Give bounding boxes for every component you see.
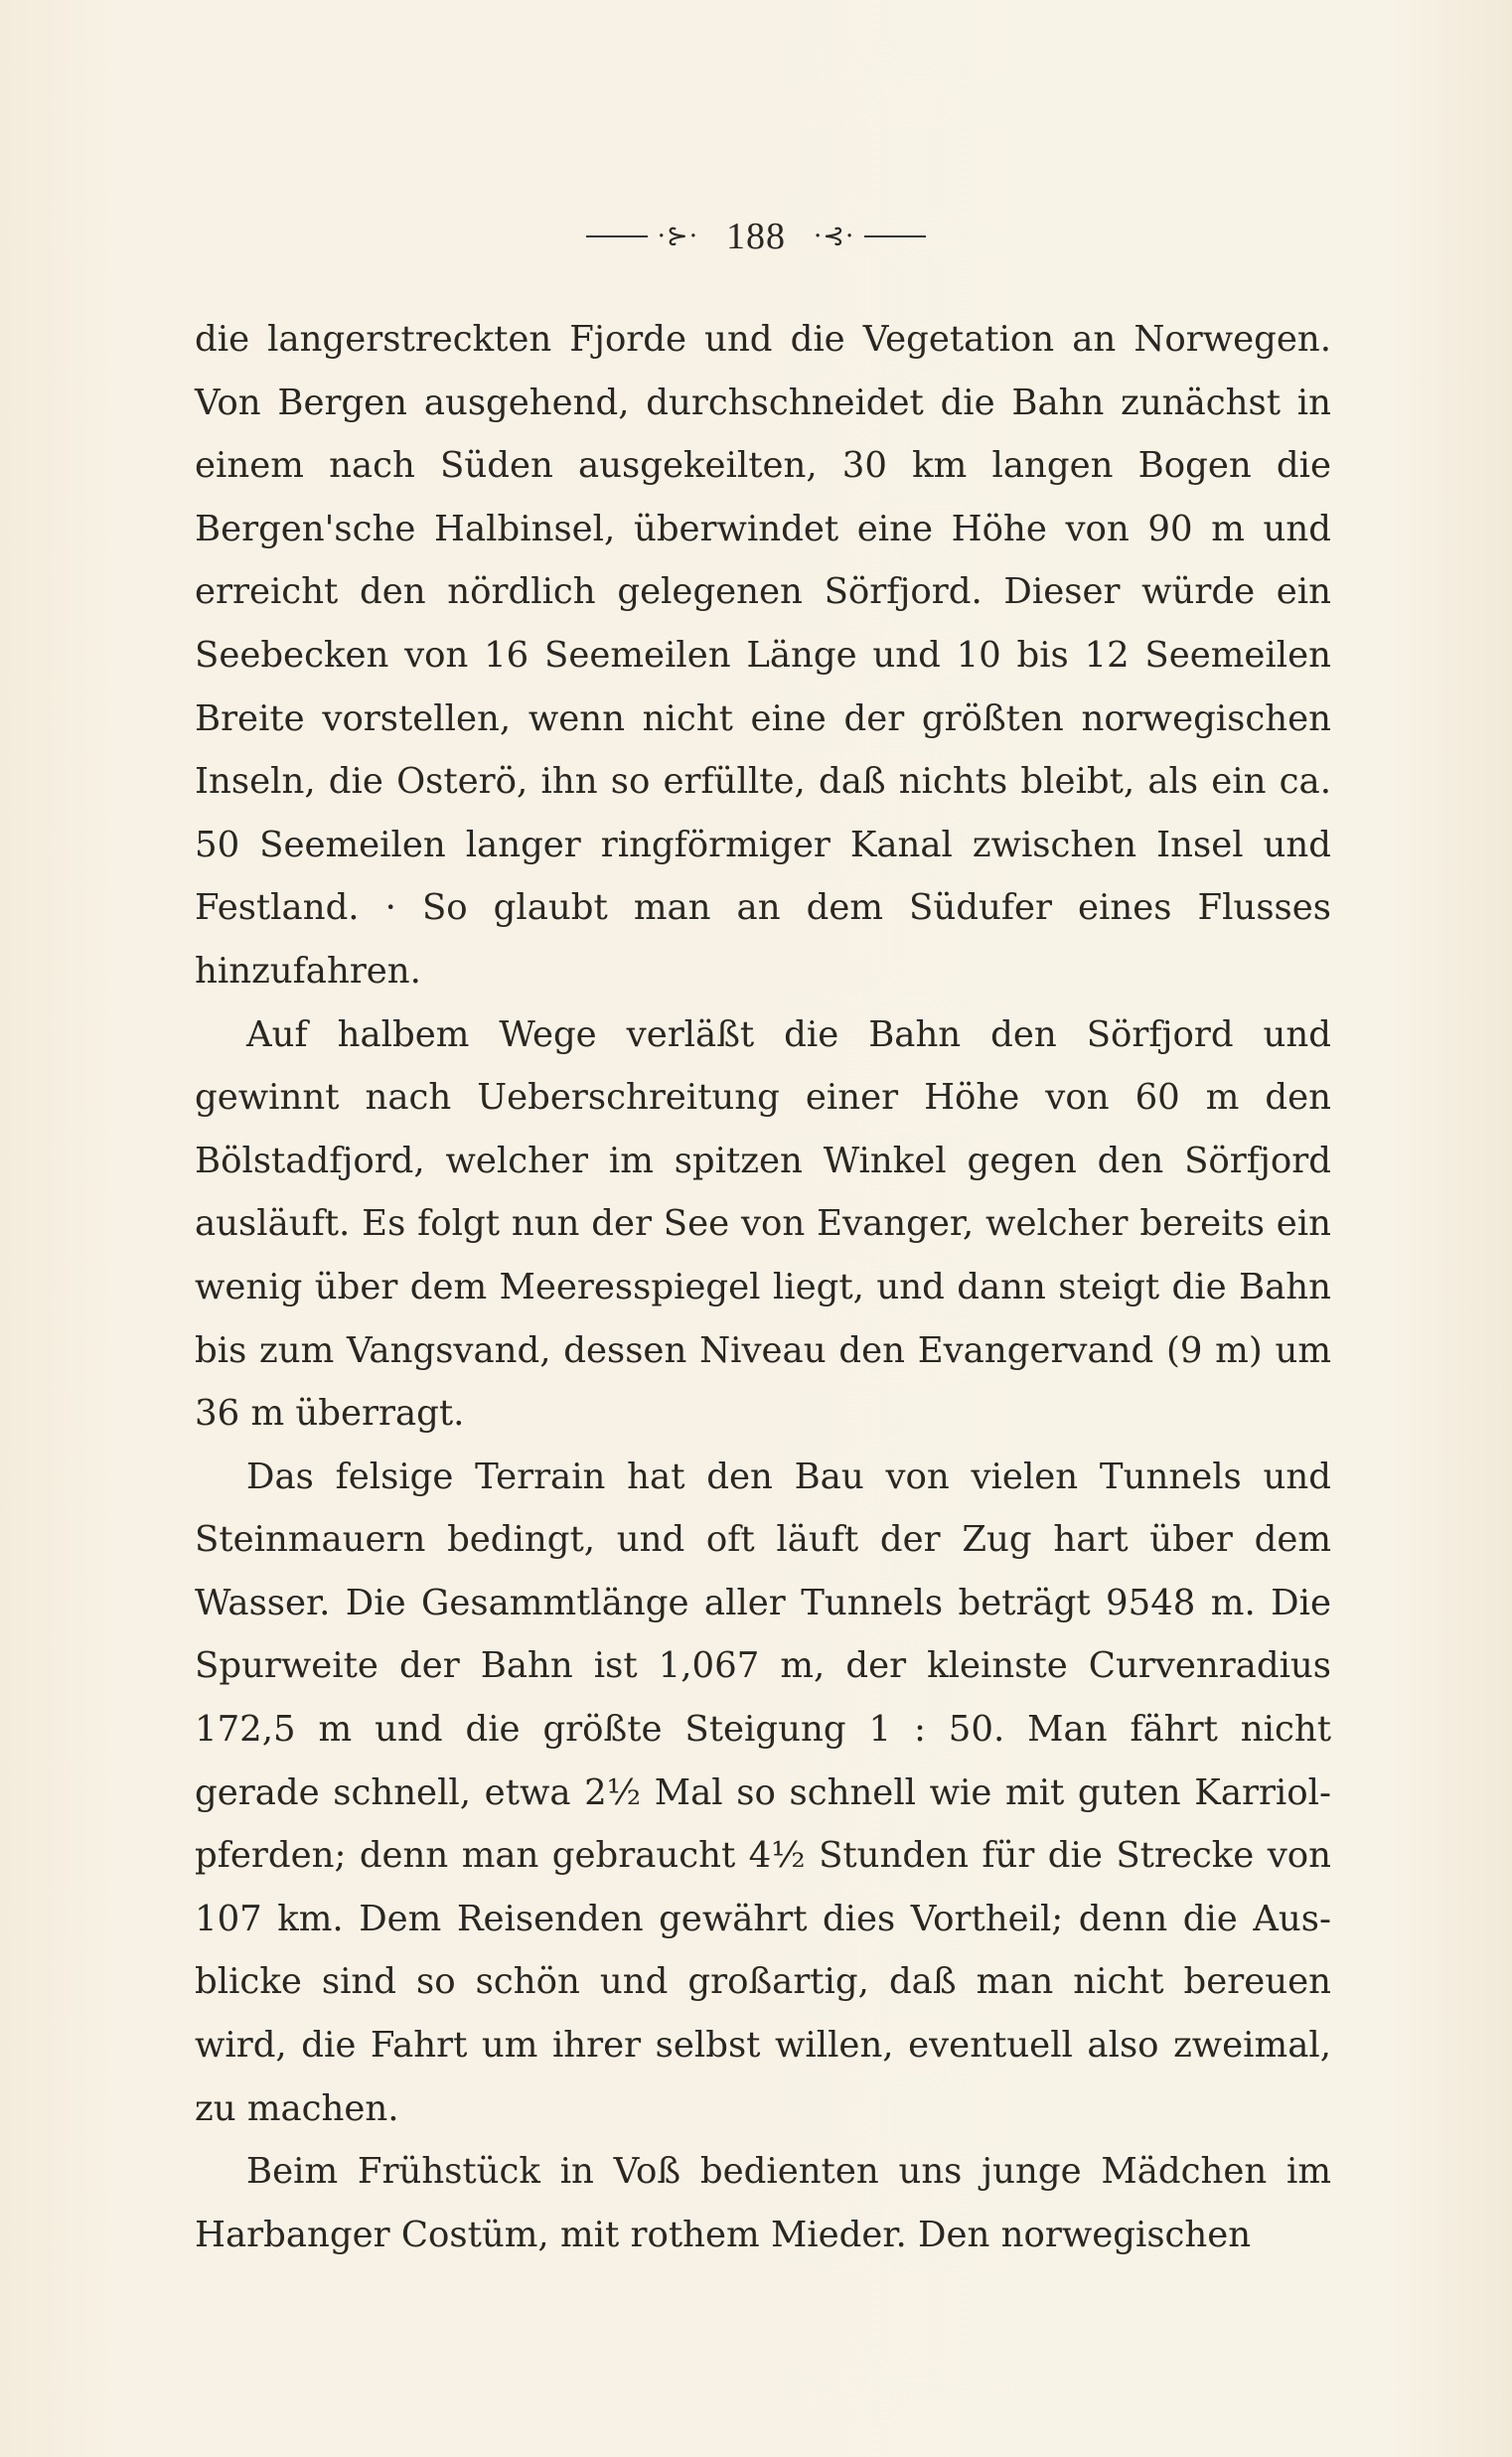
header-rule-left — [586, 235, 648, 237]
body-text — [195, 308, 1331, 2266]
header-ornament-left: ·⊱· — [657, 221, 698, 251]
header-rule-right — [864, 235, 926, 237]
paragraph-4: Beim Frühstück in Voß bedienten uns junge Mädchen im Harbanger Costüm, mit rothem Mieder. Den norwegischen — [195, 2151, 1331, 2255]
page-header — [0, 211, 1512, 258]
header-ornament-right: ·⊰· — [814, 221, 855, 251]
paragraph-3: Das felsige Terrain hat den Bau von vielen Tunnels und Steinmauern bedingt, und oft läuft der Zug hart über dem Wasser. Die Gesammtlänge aller Tunnels beträgt 9548 m. Die Spurweite der Bahn ist 1,067 m, der kleinste Curvenradius 172,5 m und die größte Steigung 1 : 50. Man fährt nicht gerade schnell, etwa 2½ Mal so schnell wie mit guten Karriol-pferden; denn man gebraucht 4½ Stunden für die Strecke von 107 km. Dem Reisenden gewährt dies Vortheil; denn die Aus-blicke sind so schön und großartig, daß man nicht bereuen wird, die Fahrt um ihrer selbst willen, eventuell also zweimal, zu machen. — [195, 1456, 1331, 2129]
paragraph-2: Auf halbem Wege verläßt die Bahn den Sörfjord und gewinnt nach Ueberschreitung einer Höhe von 60 m den Bölstadfjord, welcher im spitzen Winkel gegen den Sörfjord ausläuft. Es folgt nun der See von Evanger, welcher bereits ein wenig über dem Meeresspiegel liegt, und dann steigt die Bahn bis zum Vangsvand, dessen Niveau den Evangervand (9 m) um 36 m überragt. — [195, 1013, 1331, 1435]
paragraph-1: die langerstreckten Fjorde und die Vegetation an Norwegen. Von Bergen ausgehend, durchschneidet die Bahn zunächst in einem nach Süden ausgekeilten, 30 km langen Bogen die Bergen'sche Halbinsel, überwindet eine Höhe von 90 m und erreicht den nördlich gelegenen Sörfjord. Dieser würde ein Seebecken von 16 Seemeilen Länge und 10 bis 12 Seemeilen Breite vorstellen, wenn nicht eine der größten norwegischen Inseln, die Osterö, ihn so erfüllte, daß nichts bleibt, als ein ca. 50 Seemeilen langer ringförmiger Kanal zwischen Insel und Festland. · So glaubt man an dem Südufer eines Flusses hinzufahren. — [195, 319, 1331, 992]
page-number: 188 — [726, 215, 786, 257]
